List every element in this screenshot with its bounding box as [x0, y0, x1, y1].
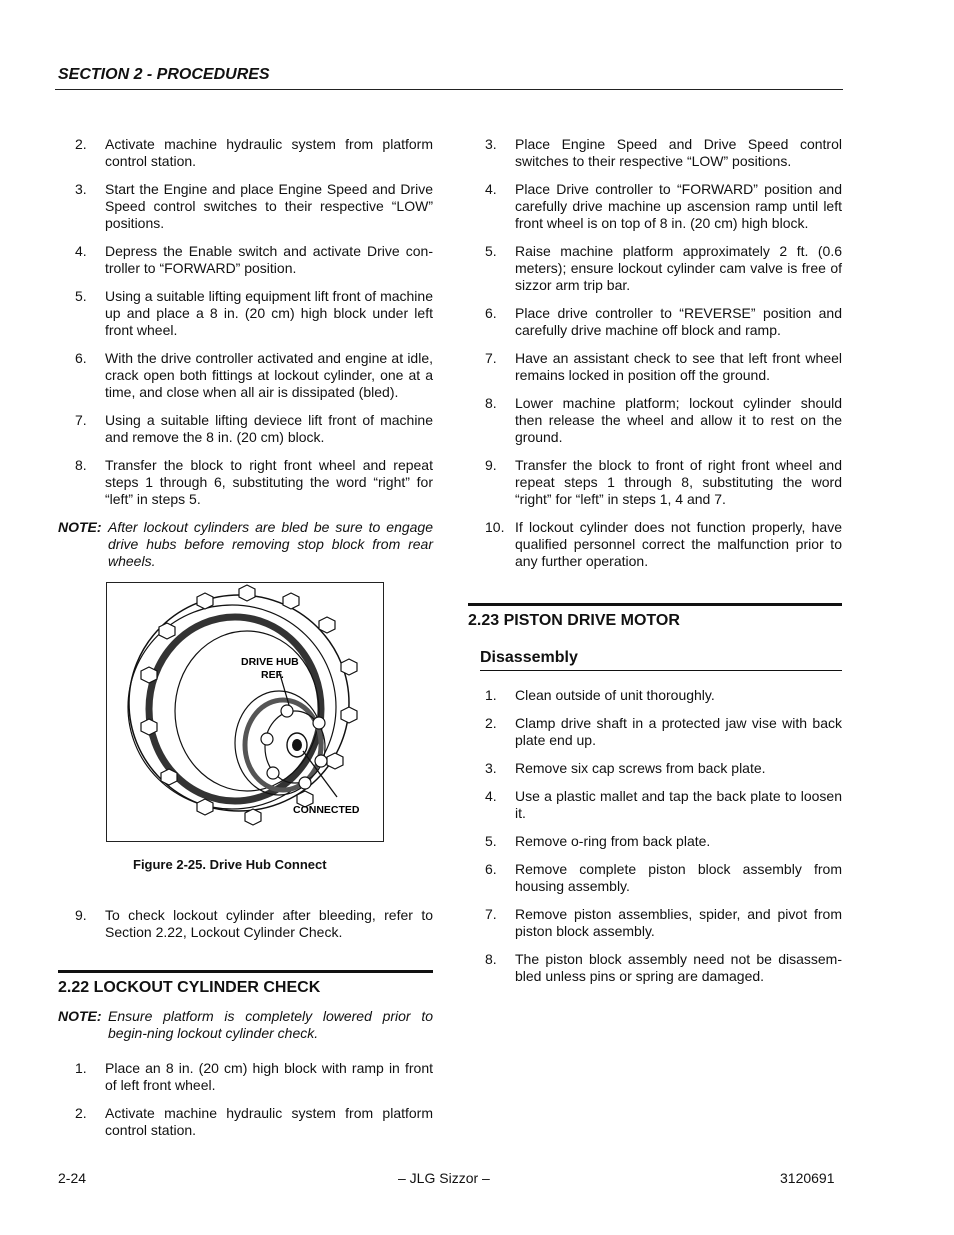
list-item: 9. To check lockout cylinder after bleeding, refer to Section 2.22, Lockout Cylinder Check.	[75, 907, 433, 940]
left-column	[58, 136, 433, 1150]
list-item	[58, 457, 433, 508]
list-item	[468, 833, 842, 850]
step-text: With the drive controller activated and engine at idle, crack open both fittings at lockout cylinder, one at a time, and close when all air is dissipated (bled).	[105, 350, 433, 400]
section-header: SECTION 2 - PROCEDURES	[58, 66, 270, 83]
list-item	[58, 412, 433, 446]
drive-hub-label: DRIVE HUB	[241, 656, 299, 668]
list-item	[468, 906, 842, 940]
list-item	[58, 288, 433, 339]
step-list	[58, 1060, 433, 1139]
step-text: Remove piston assemblies, spider, and pivot from piston block assembly.	[515, 906, 842, 939]
step-number: 4.	[75, 243, 87, 259]
list-item	[58, 136, 433, 170]
subsection-rule	[480, 670, 842, 671]
step-number: 3.	[485, 760, 497, 776]
ref-label: REF.	[261, 669, 284, 681]
step-text: Place drive controller to “REVERSE” position and carefully drive machine off block and ramp.	[515, 305, 842, 338]
footer-title: – JLG Sizzor –	[398, 1170, 490, 1186]
drive-hub-illustration	[107, 583, 382, 840]
step-text: Depress the Enable switch and activate Drive con-troller to “FORWARD” position.	[105, 243, 433, 276]
connected-label: CONNECTED	[293, 804, 360, 816]
step-number: 6.	[75, 350, 87, 366]
step-text: Clean outside of unit thoroughly.	[515, 687, 715, 703]
list-item	[468, 181, 842, 232]
step-list	[468, 136, 842, 570]
step-text: Remove six cap screws from back plate.	[515, 760, 766, 776]
step-text: Activate machine hydraulic system from platform control station.	[105, 136, 433, 169]
step-text: Activate machine hydraulic system from platform control station.	[105, 1105, 433, 1138]
step-number: 6.	[485, 861, 497, 877]
list-item	[58, 243, 433, 277]
step-text: Place Drive controller to “FORWARD” position and carefully drive machine up ascension ramp until left front wheel is on top of 8 in. (20 cm) high block.	[515, 181, 842, 231]
step-number: 6.	[485, 305, 497, 321]
step-number: 8.	[75, 457, 87, 473]
step-number: 9.	[485, 457, 497, 473]
drive-hub-figure	[106, 582, 384, 842]
list-item	[468, 243, 842, 294]
section-title-2-23: 2.23 PISTON DRIVE MOTOR	[468, 612, 680, 629]
step-number: 7.	[75, 412, 87, 428]
step-text: Have an assistant check to see that left front wheel remains locked in position off the ground.	[515, 350, 842, 383]
step-number: 2.	[75, 136, 87, 152]
step-text: Place an 8 in. (20 cm) high block with ramp in front of left front wheel.	[105, 1060, 433, 1093]
step-number: 4.	[485, 181, 497, 197]
list-item	[468, 788, 842, 822]
step-number: 1.	[75, 1060, 87, 1076]
step-number: 1.	[485, 687, 497, 703]
list-item	[468, 305, 842, 339]
step-text: Start the Engine and place Engine Speed and Drive Speed control switches to their respective “LOW” positions.	[105, 181, 433, 231]
step-number: 2.	[485, 715, 497, 731]
step-number: 7.	[485, 906, 497, 922]
note: NOTE: After lockout cylinders are bled be sure to engage drive hubs before removing stop block from rear wheels.	[58, 519, 433, 569]
step-number: 5.	[485, 833, 497, 849]
step-number: 3.	[485, 136, 497, 152]
section-rule	[58, 970, 433, 973]
step-text: Transfer the block to right front wheel and repeat steps 1 through 6, substituting the word “right” for “left” in steps 5.	[105, 457, 433, 507]
list-item	[468, 519, 842, 570]
step-text: Using a suitable lifting deviece lift front of machine and remove the 8 in. (20 cm) block.	[105, 412, 433, 445]
step-number: 3.	[75, 181, 87, 197]
step-number: 5.	[485, 243, 497, 259]
list-item	[468, 715, 842, 749]
list-item	[468, 760, 842, 777]
list-item	[58, 1105, 433, 1139]
step-text: Remove o-ring from back plate.	[515, 833, 711, 849]
list-item	[468, 136, 842, 170]
step-text: Using a suitable lifting equipment lift front of machine up and place a 8 in. (20 cm) high block under left front wheel.	[105, 288, 433, 338]
figure-caption: Figure 2-25. Drive Hub Connect	[133, 857, 327, 872]
list-item	[58, 1060, 433, 1094]
step-number: 7.	[485, 350, 497, 366]
step-number: 10.	[485, 519, 505, 535]
step-text: Remove complete piston block assembly from housing assembly.	[515, 861, 842, 894]
list-item	[468, 861, 842, 895]
step-number: 2.	[75, 1105, 87, 1121]
section-rule	[468, 603, 842, 606]
step-list	[468, 687, 842, 985]
list-item	[468, 350, 842, 384]
note: NOTE: Ensure platform is completely lowered prior to begin-ning lockout cylinder check.	[58, 1008, 433, 1041]
document-number: 3120691	[780, 1170, 835, 1186]
step-text: The piston block assembly need not be disassem-bled unless pins or spring are damaged.	[515, 951, 842, 984]
list-item	[58, 181, 433, 232]
step-text: Transfer the block to front of right front wheel and repeat steps 1 through 8, substituting the word “right” for “left” in steps 1, 4 and 7.	[515, 457, 842, 507]
list-item	[58, 350, 433, 401]
step-number: 8.	[485, 395, 497, 411]
step-text: Raise machine platform approximately 2 ft. (0.6 meters); ensure lockout cylinder cam valve is free of sizzor arm trip bar.	[515, 243, 842, 293]
page-number: 2-24	[58, 1170, 87, 1186]
step-text: Use a plastic mallet and tap the back plate to loosen it.	[515, 788, 842, 821]
step-text: Clamp drive shaft in a protected jaw vise with back plate end up.	[515, 715, 842, 748]
right-column	[468, 136, 842, 996]
header-rule	[55, 89, 843, 90]
step-text: Lower machine platform; lockout cylinder should then release the wheel and allow it to rest on the ground.	[515, 395, 842, 445]
step-number: 4.	[485, 788, 497, 804]
step-number: 5.	[75, 288, 87, 304]
step-number: 8.	[485, 951, 497, 967]
step-text: Place Engine Speed and Drive Speed control switches to their respective “LOW” positions.	[515, 136, 842, 169]
list-item	[468, 395, 842, 446]
section-title-2-22: 2.22 LOCKOUT CYLINDER CHECK	[58, 979, 321, 996]
step-list	[58, 136, 433, 508]
subsection-title: Disassembly	[480, 649, 578, 666]
list-item	[468, 951, 842, 985]
step-text: If lockout cylinder does not function properly, have qualified personnel correct the malfunction prior to any further operation.	[515, 519, 842, 569]
list-item	[468, 687, 842, 704]
list-item	[468, 457, 842, 508]
